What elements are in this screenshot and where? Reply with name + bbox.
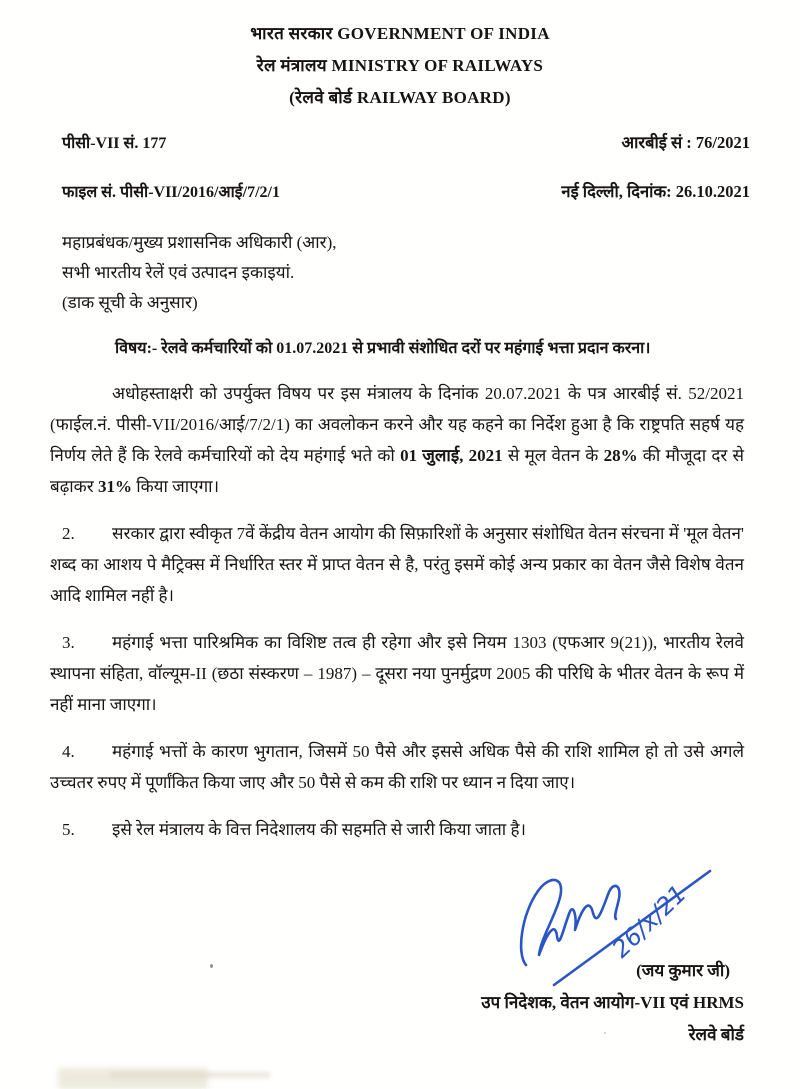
- paragraph-text-segment: महंगाई भत्ता पारिश्रमिक का विशिष्ट तत्व ही रहेगा और इसे नियम 1303 (एफआर 9(21)), भारतीय रेलवे स्थापना संहिता, वॉल्यूम-II (छठा संस्करण – 1987) – दूसरा नया पुनर्मुद्रण 2005 की परिधि के भीतर वेतन के रूप में नहीं माना जाएगा।: [50, 633, 744, 714]
- body-paragraphs: [50, 378, 744, 845]
- letterhead-line-board: (रेलवे बोर्ड RAILWAY BOARD): [289, 88, 511, 107]
- addressee-line: सभी भारतीय रेलें एवं उत्पादन इकाइयां.: [62, 263, 295, 282]
- paragraph-text-segment: अधोहस्ताक्षरी को उपर्युक्त विषय पर इस मंत्रालय के दिनांक 20.07.2021 के पत्र आरबीई सं. 52/2021 (फाईल.नं. पीसी-VII/2016/आई/7/2/1) का अवलोकन करने और यह कहने का निर्देश हुआ है कि राष्ट्रपति सहर्ष यह निर्णय लेते हैं कि रेलवे कर्मचारियों को देय महंगाई भते को: [50, 384, 744, 465]
- rbe-number: आरबीई सं : 76/2021: [621, 133, 750, 152]
- paragraph-text-segment: इसे रेल मंत्रालय के वित्त निदेशालय की सहमति से जारी किया जाता है।: [112, 820, 526, 839]
- addressee-line: (डाक सूची के अनुसार): [62, 293, 198, 312]
- file-number: फाइल सं. पीसी-VII/2016/आई/7/2/1: [62, 184, 280, 201]
- reference-row-2: [62, 179, 750, 202]
- letterhead-line-govt: भारत सरकार GOVERNMENT OF INDIA: [250, 24, 550, 43]
- signature-block: [50, 855, 744, 1089]
- paragraph-text-segment: से मूल वेतन के: [502, 446, 604, 465]
- paragraph-text-segment: सरकार द्वारा स्वीकृत 7वें केंद्रीय वेतन आयोग की सिफ़ारिशों के अनुसार संशोधित वेतन संरचना में 'मूल वेतन' शब्द का आशय पे मैट्रिक्स में निर्धारित स्तर में प्राप्त वेतन से है, परंतु इसमें कोई अन्य प्रकार का वेतन जैसे विशेष वेतन आदि शामिल नहीं है।: [50, 524, 744, 605]
- reference-block: [62, 130, 750, 202]
- letterhead: [0, 0, 800, 114]
- place-and-date: नई दिल्ली, दिनांक: 26.10.2021: [561, 182, 750, 201]
- body-paragraph: [50, 627, 744, 720]
- signature-date-text: 26/x/21: [606, 879, 692, 964]
- addressee-line: महाप्रबंधक/मुख्य प्रशासनिक अधिकारी (आर),: [62, 233, 337, 252]
- paragraph-text-segment: 01 जुलाई, 2021: [400, 446, 503, 465]
- paragraph-number: 5.: [62, 820, 75, 839]
- paragraph-text-segment: 28%: [603, 446, 638, 465]
- body-paragraph: [50, 814, 744, 845]
- paragraph-number: 4.: [62, 742, 75, 761]
- body-paragraph: [50, 378, 744, 502]
- pc-series-number: पीसी-VII सं. 177: [62, 135, 167, 152]
- paragraph-text-segment: 31%: [97, 477, 132, 496]
- paragraph-number: 2.: [62, 524, 75, 543]
- scan-speck: [604, 1032, 606, 1034]
- body-paragraph: [50, 736, 744, 798]
- body-paragraph: [50, 518, 744, 611]
- letterhead-line-ministry: रेल मंत्रालय MINISTRY OF RAILWAYS: [256, 56, 544, 75]
- paragraph-number: 3.: [62, 633, 75, 652]
- paragraph-text-segment: की मौजूदा दर से बढ़ाकर: [50, 446, 745, 496]
- signatory-designation: उप निदेशक, वेतन आयोग-VII एवं HRMS: [481, 993, 744, 1012]
- scan-speck: [210, 964, 213, 968]
- signatory-name: (जय कुमार जी): [636, 961, 730, 980]
- paragraph-text-segment: महंगाई भत्तों के कारण भुगतान, जिसमें 50 पैसे और इससे अधिक पैसे की राशि शामिल हो तो उसे अगले उच्चतर रुपए में पूर्णांकित किया जाए और 50 पैसे से कम की राशि पर ध्यान न दिया जाए।: [50, 742, 744, 792]
- signature-scribble: [521, 880, 619, 965]
- subject-line: विषय:- रेलवे कर्मचारियों को 01.07.2021 से प्रभावी संशोधित दरों पर महंगाई भत्ता प्रदान करना।: [115, 340, 651, 357]
- paragraph-text-segment: किया जाएगा।: [131, 477, 220, 496]
- signatory-details: [324, 955, 744, 1051]
- signatory-organisation: रेलवे बोर्ड: [688, 1025, 744, 1044]
- scan-smudge: [110, 1072, 270, 1078]
- addressee-block: [62, 228, 750, 318]
- reference-row-1: [62, 130, 750, 153]
